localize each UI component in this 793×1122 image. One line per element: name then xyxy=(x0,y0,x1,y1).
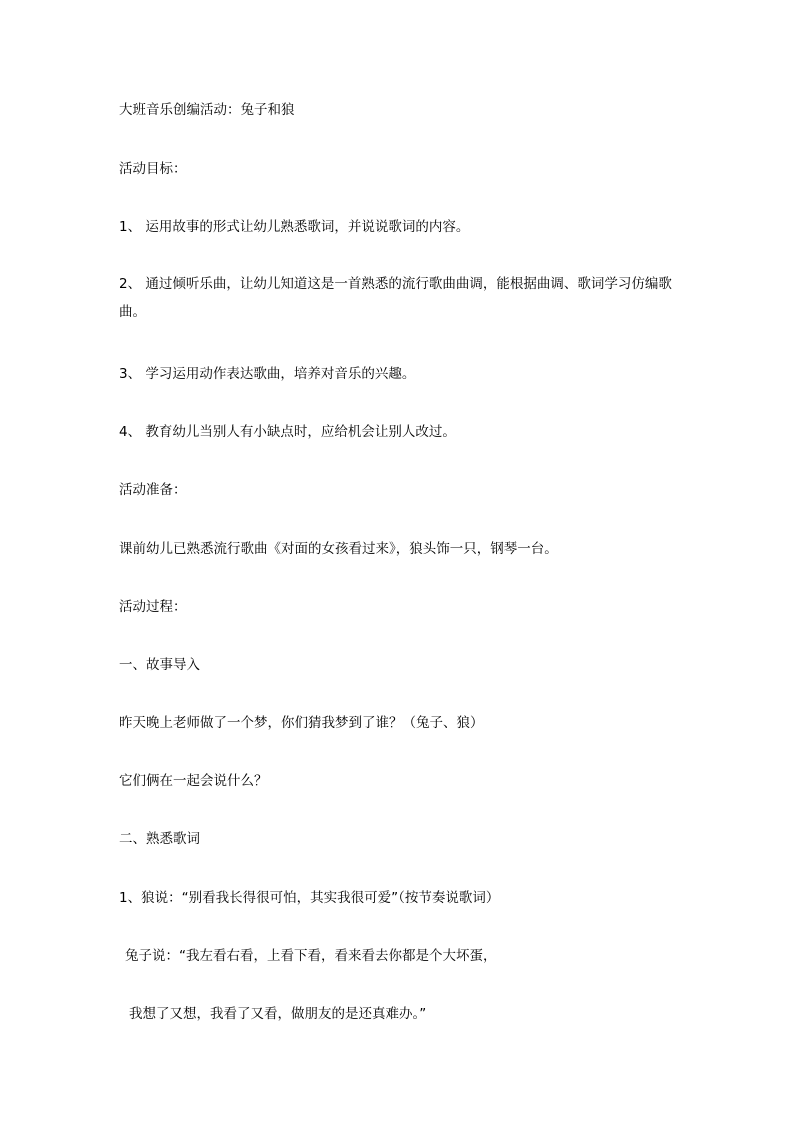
goal-item-2: 2、 通过倾听乐曲，让幼儿知道这是一首熟悉的流行歌曲曲调，能根据曲调、歌词学习仿编歌曲。 xyxy=(119,276,672,320)
goal-item-4: 4、 教育幼儿当别人有小缺点时，应给机会让别人改过。 xyxy=(119,424,456,440)
section-2-heading: 二、熟悉歌词 xyxy=(119,831,200,847)
section-1-line-2: 它们俩在一起会说什么？ xyxy=(119,773,268,789)
goal-item-1: 1、 运用故事的形式让幼儿熟悉歌词，并说说歌词的内容。 xyxy=(119,219,470,235)
section-1-heading: 一、故事导入 xyxy=(119,657,200,673)
section-2-line-1: 1、狼说：“别看我长得很可怕，其实我很可爱”（按节奏说歌词） xyxy=(119,890,500,906)
prep-text: 课前幼儿已熟悉流行歌曲《对面的女孩看过来》，狼头饰一只，钢琴一台。 xyxy=(119,541,558,557)
process-heading: 活动过程： xyxy=(119,599,187,615)
goal-item-3: 3、 学习运用动作表达歌曲，培养对音乐的兴趣。 xyxy=(119,366,416,382)
document-title: 大班音乐创编活动：兔子和狼 xyxy=(119,102,295,118)
prep-heading: 活动准备： xyxy=(119,482,187,498)
section-2-line-2: 兔子说：“我左看右看，上看下看，看来看去你都是个大坏蛋， xyxy=(125,948,497,964)
section-1-line-1: 昨天晚上老师做了一个梦，你们猜我梦到了谁？（兔子、狼） xyxy=(119,715,484,731)
section-2-line-3: 我想了又想，我看了又看，做朋友的是还真难办。” xyxy=(129,1006,427,1022)
goals-heading: 活动目标： xyxy=(119,161,187,177)
